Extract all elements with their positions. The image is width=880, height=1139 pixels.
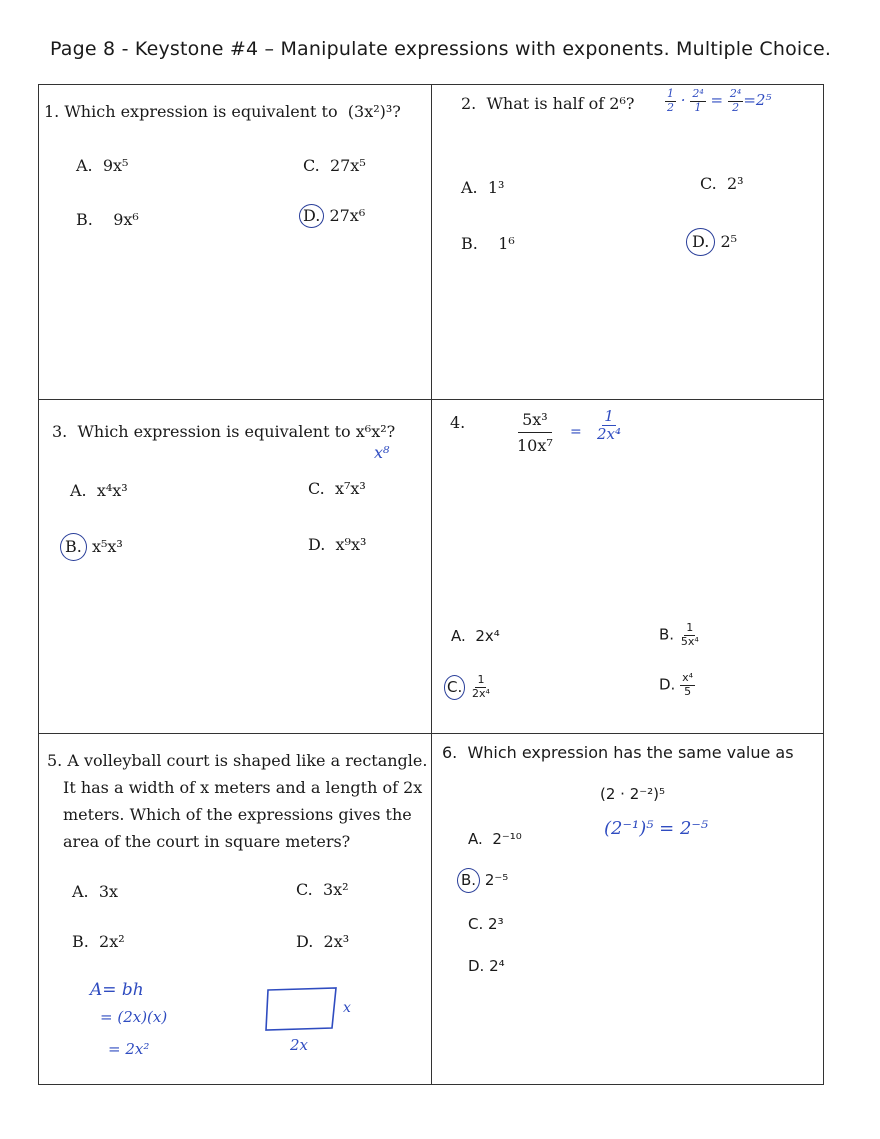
question-6-prompt: 6. Which expression has the same value as: [442, 743, 794, 762]
question-2-prompt: 2. What is half of 2⁶?: [461, 94, 635, 113]
q4-choice-c: C. $\frac{1}{\text{2x⁴}}$: [444, 674, 492, 700]
q6-choice-d: D. 2⁴: [468, 957, 505, 975]
q2-choice-c: C. 2³: [700, 174, 744, 193]
q4-work-equals: =: [570, 424, 582, 440]
q3-choice-d: D. x⁹x³: [308, 535, 367, 554]
q5-rect-side-label: x: [343, 1000, 351, 1016]
q5-choice-b: B. 2x²: [72, 932, 125, 951]
q4-expression: $\frac{\text{5x³}}{\text{10x⁷}}$: [517, 410, 553, 455]
q1-choice-c: C. 27x⁵: [303, 156, 366, 175]
q3-choice-b: B. x⁵x³: [60, 533, 123, 561]
q1-choice-b: B. 9x⁶: [76, 210, 139, 229]
q1-choice-d: D. 27x⁶: [299, 204, 365, 228]
q1-choice-a: A. 9x⁵: [76, 156, 129, 175]
grid-divider-vertical: [431, 84, 432, 1085]
q2-answer-circle: D.: [686, 228, 715, 256]
question-3-prompt: 3. Which expression is equivalent to x⁶x²?: [52, 422, 396, 441]
q5-choice-d: D. 2x³: [296, 932, 350, 951]
q2-handwritten-work: $\frac{1}{2}$ · $\frac{\text{2⁴}}{1}$ = $\frac{\text{2⁴}}{2}$ =2⁵: [667, 87, 772, 114]
q6-answer-circle: B.: [457, 868, 480, 893]
q6-expression: (2 · 2⁻²)⁵: [600, 785, 666, 803]
q2-choice-a: A. 1³: [461, 178, 505, 197]
q5-work-line-2: = (2x)(x): [100, 1008, 168, 1026]
q4-choice-a: A. 2x⁴: [451, 627, 500, 645]
grid-divider-row-1: [38, 399, 824, 400]
q6-choice-b: B. 2⁻⁵: [457, 868, 508, 893]
question-1-prompt: 1. Which expression is equivalent to (3x²)³?: [44, 102, 401, 121]
q2-choice-b: B. 1⁶: [461, 234, 515, 253]
q3-choice-c: C. x⁷x³: [308, 479, 366, 498]
q5-line-2: It has a width of x meters and a length of 2x: [63, 778, 423, 797]
q1-answer-circle: D.: [299, 204, 324, 228]
q5-choice-a: A. 3x: [72, 882, 119, 901]
q3-choice-a: A. x⁴x³: [70, 481, 128, 500]
page-title: Page 8 - Keystone #4 – Manipulate expressions with exponents. Multiple Choice.: [50, 38, 832, 60]
question-4-number: 4.: [450, 413, 466, 432]
q3-handwritten-work: x⁸: [374, 443, 390, 462]
q6-handwritten-work: (2⁻¹)⁵ = 2⁻⁵: [604, 818, 709, 839]
q3-answer-circle: B.: [60, 533, 87, 561]
q5-rect-bottom-label: 2x: [290, 1036, 309, 1054]
q5-line-1: 5. A volleyball court is shaped like a rectangle.: [47, 751, 428, 770]
q4-answer-circle: C.: [444, 675, 465, 700]
q6-choice-c: C. 2³: [468, 915, 504, 933]
q5-rectangle-sketch: [262, 984, 342, 1034]
q6-choice-a: A. 2⁻¹⁰: [468, 830, 522, 848]
q4-choice-b: B. $\frac{1}{\text{5x⁴}}$: [659, 621, 699, 648]
grid-divider-row-2: [38, 733, 824, 734]
q5-choice-c: C. 3x²: [296, 880, 349, 899]
q4-handwritten-work: $\frac{1}{\text{2x⁴}}$: [597, 407, 622, 444]
q5-work-line-3: = 2x²: [108, 1040, 150, 1058]
question-5-prompt: [47, 747, 427, 855]
q2-choice-d: D. 2⁵: [686, 228, 737, 256]
q5-work-line-1: A= bh: [90, 980, 144, 1000]
q5-line-4: area of the court in square meters?: [63, 832, 351, 851]
q5-line-3: meters. Which of the expressions gives the: [63, 805, 412, 824]
q4-choice-d: D. $\frac{\text{x⁴}}{5}$: [659, 671, 694, 698]
